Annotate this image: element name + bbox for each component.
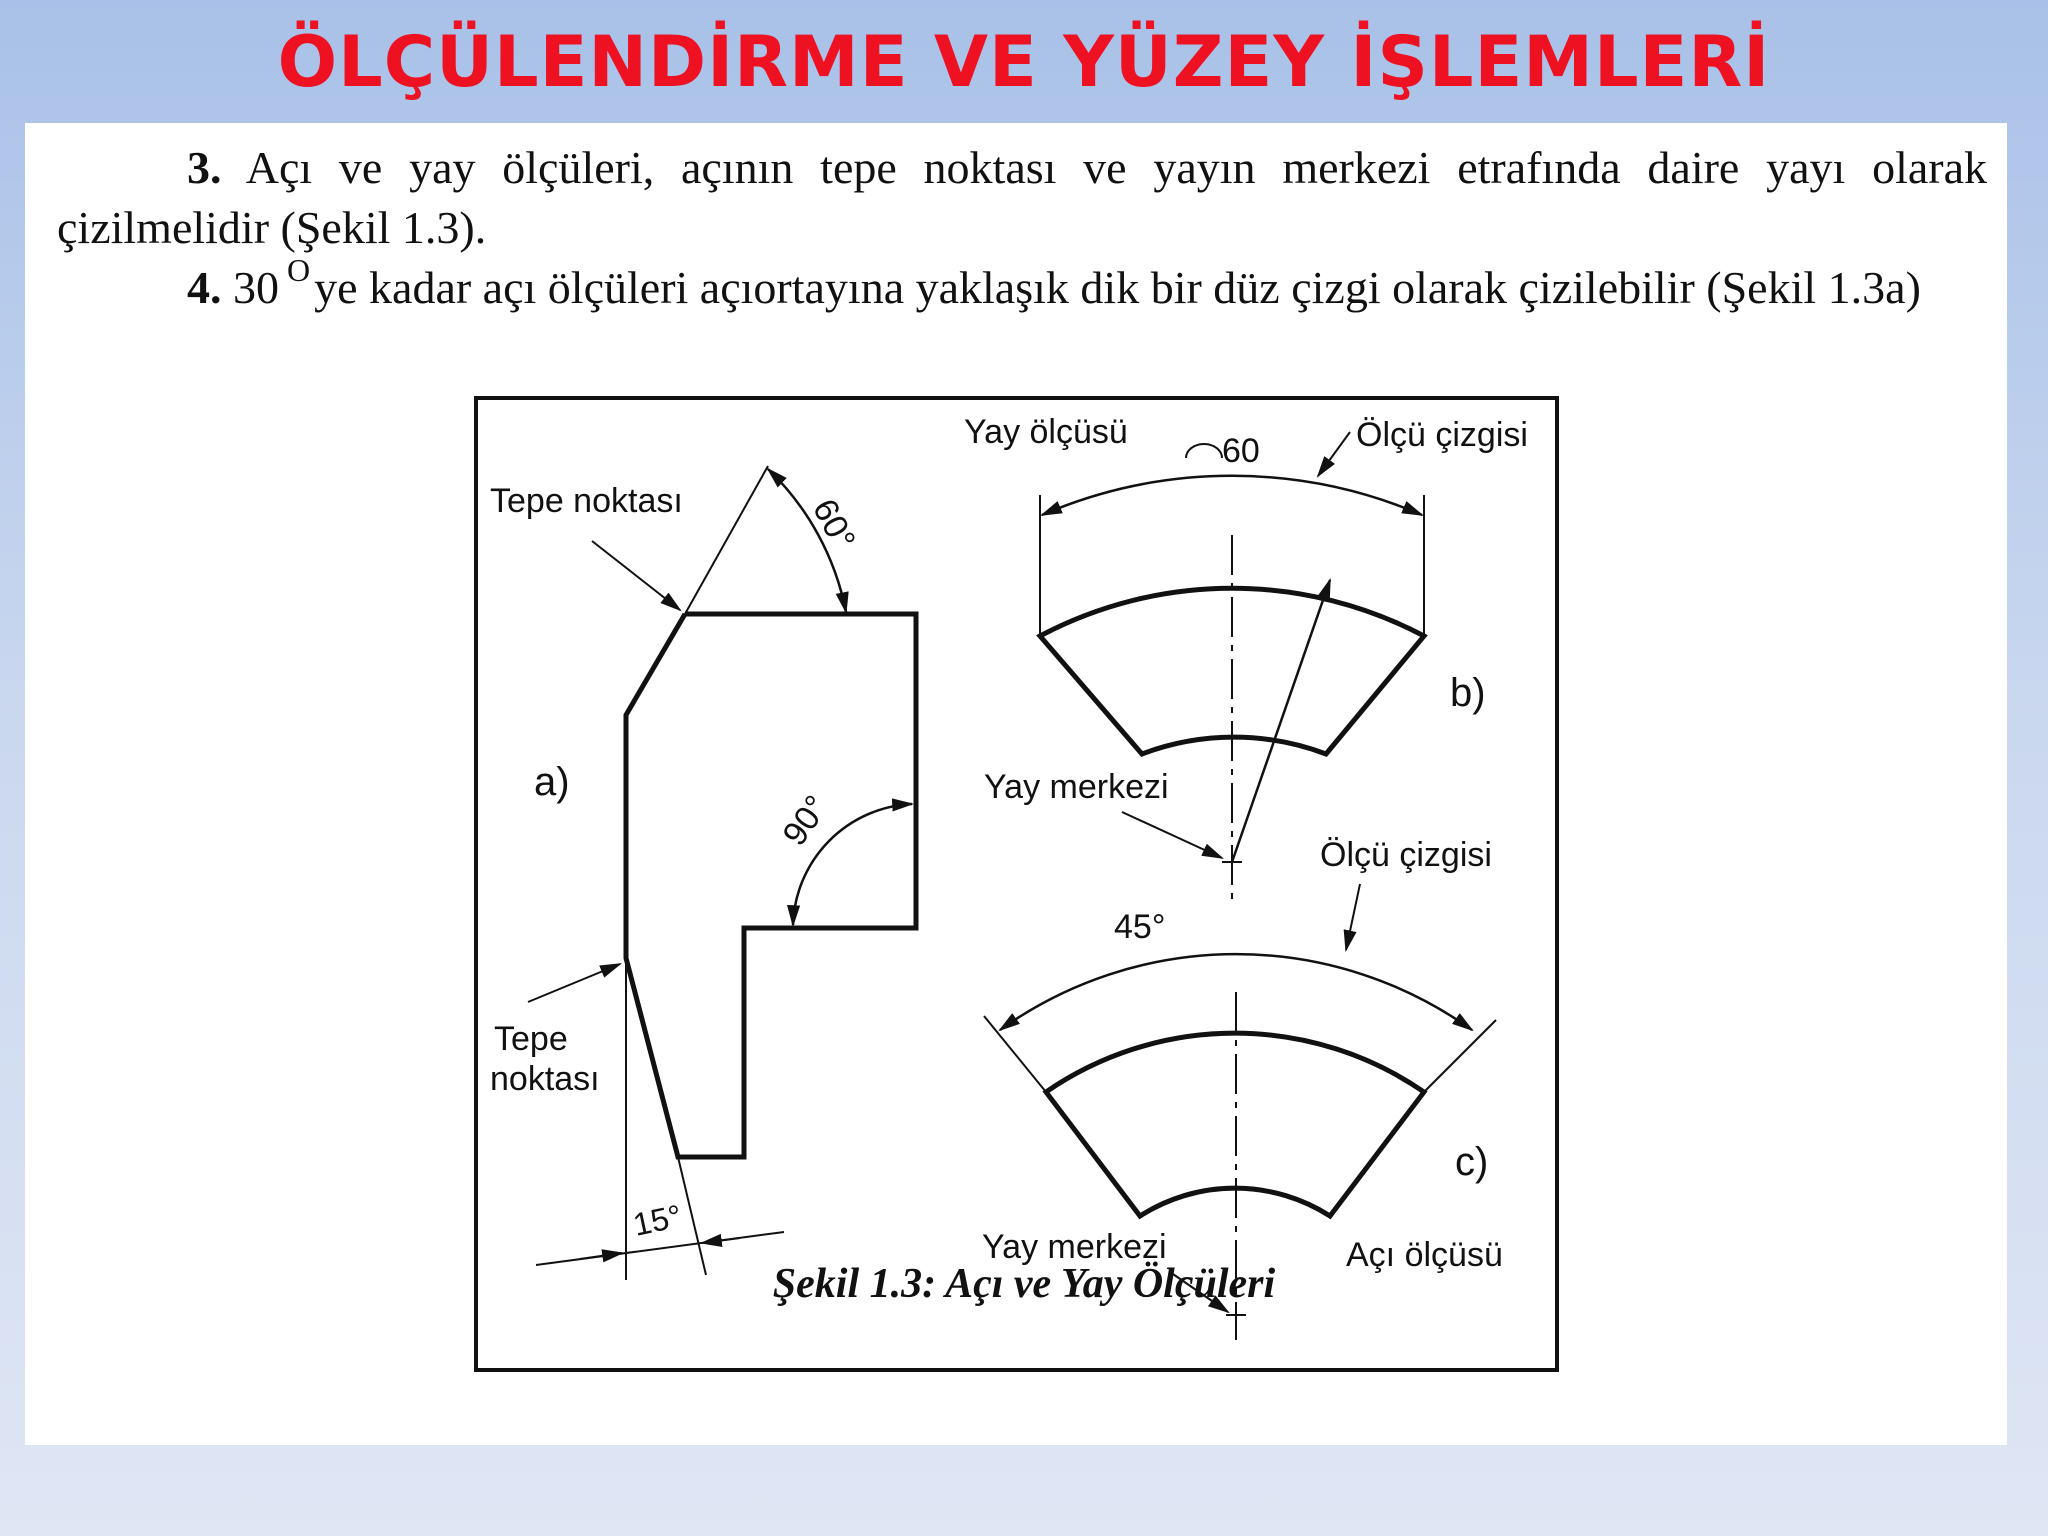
part-a-arrow-15-left <box>580 1253 622 1259</box>
paragraph-3-text: Açı ve yay ölçüleri, açının tepe noktası ve yayın merkezi etrafında daire yayı olarak çizilmelidir (Şekil 1.3). <box>57 142 1988 253</box>
olcu-cizgisi-c-label: Ölçü çizgisi <box>1320 836 1492 874</box>
paragraph-4-number: 4. <box>187 262 222 313</box>
tepe-noktasi-top-label: Tepe noktası <box>490 482 683 520</box>
aci-olcusu-label: Açı ölçüsü <box>1346 1236 1503 1274</box>
paragraph-4-value: 30 <box>233 262 279 313</box>
tepe-noktasi-bottom-label-2: noktası <box>490 1060 600 1098</box>
part-a-arrow-15-right <box>702 1238 740 1243</box>
arc-symbol-icon <box>1186 444 1222 458</box>
olcu-cizgisi-c-leader <box>1346 884 1360 950</box>
olcu-cizgisi-b-label: Ölçü çizgisi <box>1356 416 1528 454</box>
slide-title: ÖLÇÜLENDİRME VE YÜZEY İŞLEMLERİ <box>277 21 1771 103</box>
tepe-noktasi-top-leader <box>592 541 680 610</box>
part-b-dimension-arc <box>1042 476 1422 515</box>
part-c-extension-left <box>984 1016 1046 1092</box>
part-a-extension-60 <box>685 466 768 614</box>
paragraph-3-number: 3. <box>187 142 222 193</box>
olcu-cizgisi-b-leader <box>1318 432 1350 476</box>
paragraph-4-text: ye kadar açı ölçüleri açıortayına yaklaşık dik bir düz çizgi olarak çizilebilir (Şekil 1.3a) <box>314 262 1921 313</box>
yay-merkezi-b-label: Yay merkezi <box>984 768 1169 806</box>
figure-caption: Şekil 1.3: Açı ve Yay Ölçüleri <box>772 1261 1276 1307</box>
part-c-angle-45: 45° <box>1114 908 1166 946</box>
part-a-slant-extension <box>678 1157 706 1275</box>
arc-value-60: 60 <box>1222 432 1260 470</box>
paragraph-4-superscript: O <box>287 252 311 288</box>
part-a-outline <box>626 614 916 1157</box>
part-b-label: b) <box>1450 671 1486 715</box>
part-a-angle-15: 15° <box>629 1197 685 1243</box>
part-c-extension-right <box>1424 1020 1496 1092</box>
part-b-radius-line <box>1232 580 1330 862</box>
tepe-noktasi-bottom-label-1: Tepe <box>494 1020 568 1058</box>
part-a-label: a) <box>534 760 570 804</box>
part-a-angle-90: 90° <box>775 788 837 853</box>
tepe-noktasi-bottom-leader <box>528 964 620 1002</box>
yay-merkezi-b-leader <box>1122 812 1222 858</box>
part-c-label: c) <box>1455 1140 1489 1184</box>
part-a-angle-60: 60° <box>804 492 863 557</box>
yay-olcusu-label: Yay ölçüsü <box>964 413 1128 451</box>
yay-merkezi-c-label: Yay merkezi <box>982 1228 1167 1266</box>
